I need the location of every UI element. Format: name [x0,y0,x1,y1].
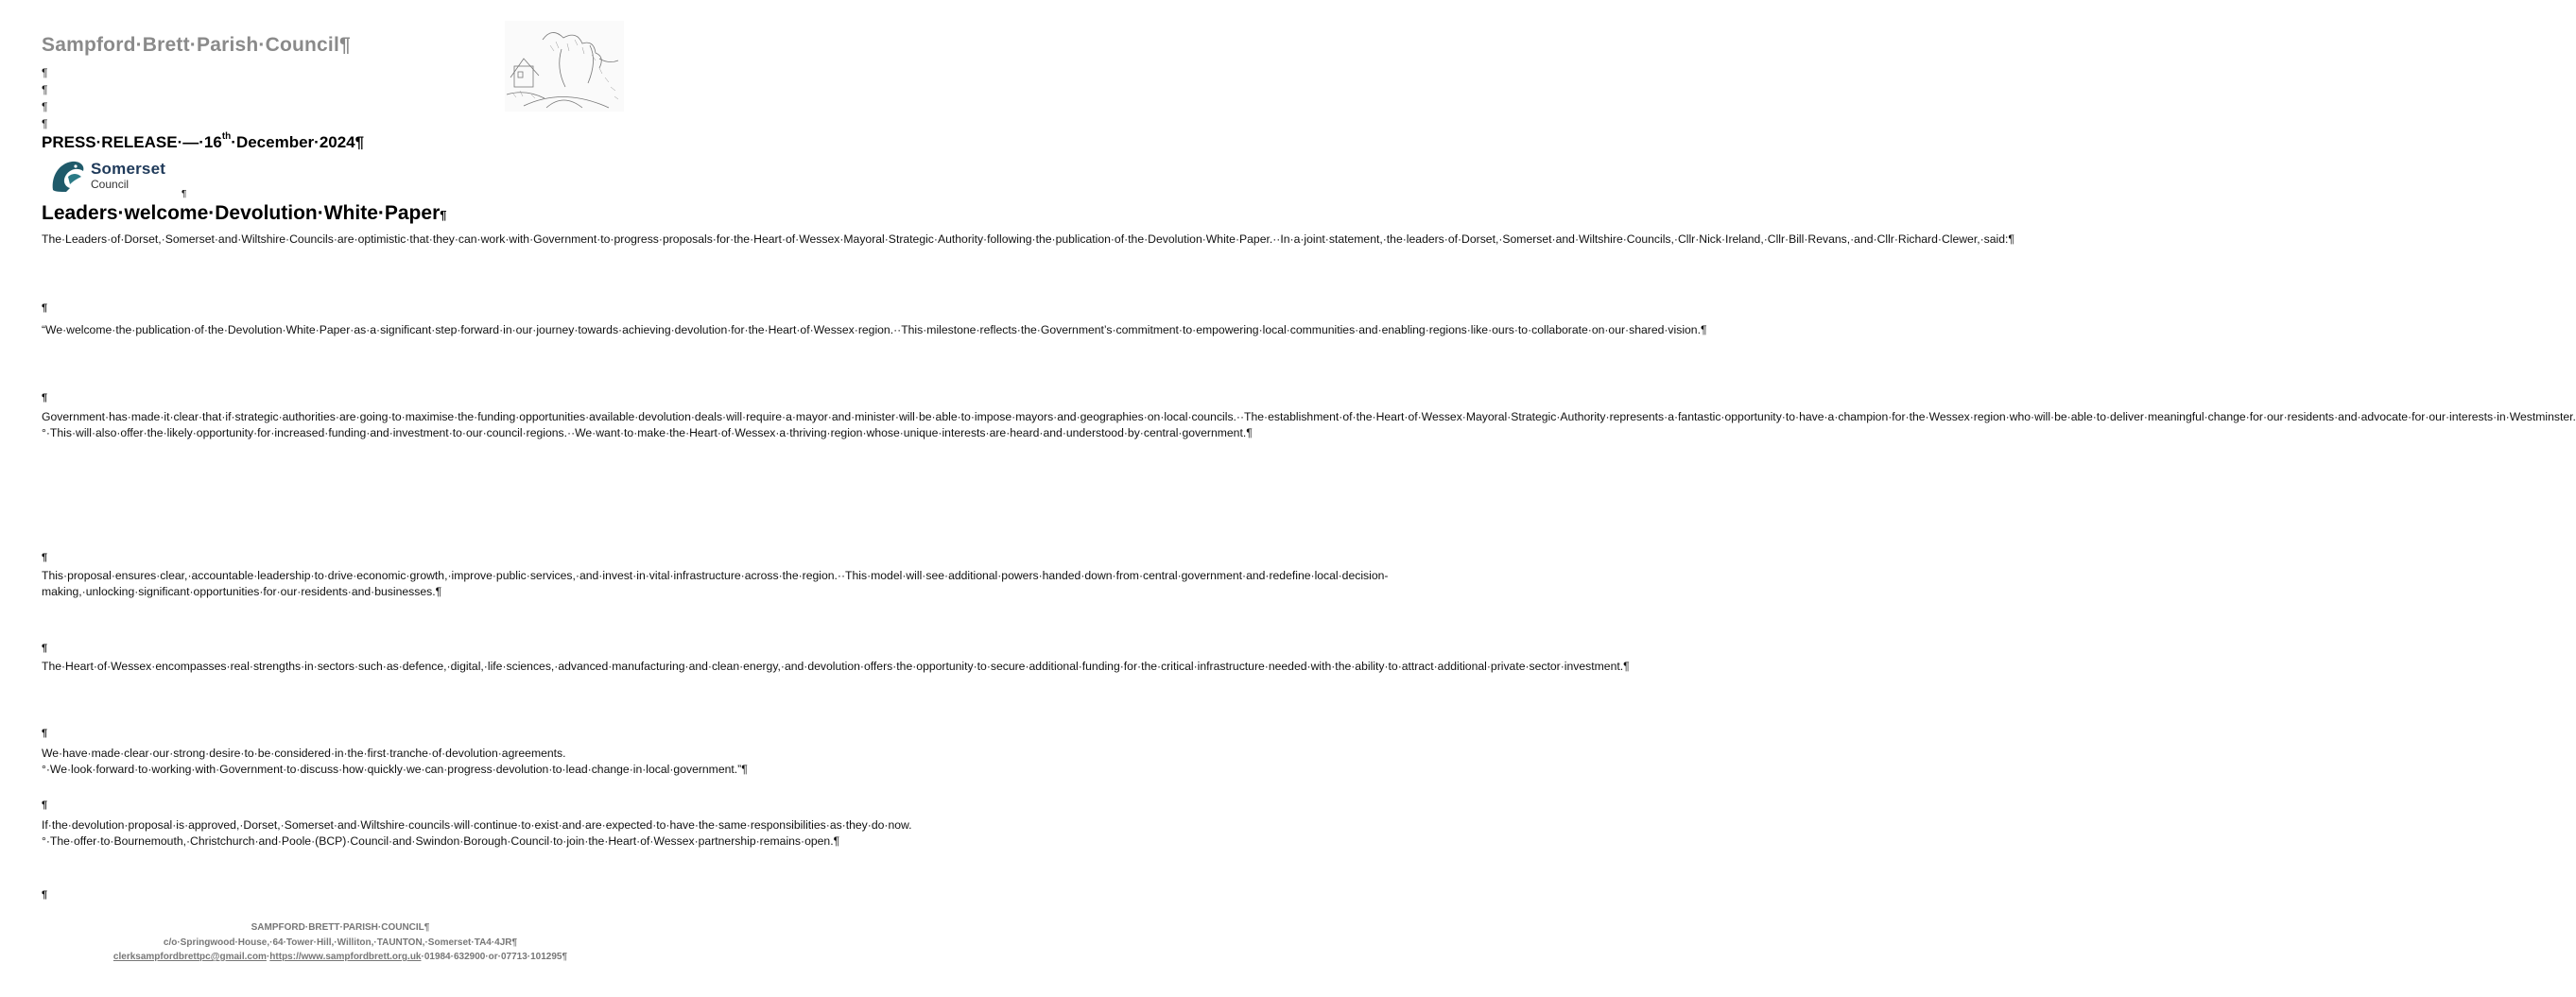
pilcrow-gap-3: ¶ [42,552,48,563]
headline-pilcrow: ¶ [440,208,447,222]
village-sketch-icon [505,21,624,112]
logo-wordmark: Somerset [91,160,166,178]
pilcrow-3: ¶ [42,100,48,113]
pilcrow-gap-5: ¶ [42,728,48,739]
pilcrow-gap-2: ¶ [42,392,48,404]
paragraph-proposal: This·proposal·ensures·clear,·accountable·leadership·to·drive·economic·growth,·improve·public·services,·and·invest·in·vital·infrastructure·across·the·region.··This·model·will·see·additional·powers·handed·down·from·central·government·and·redefine·local·decision-making,·unlocking·significant·opportunities·for·our·residents·and·businesses.¶ [42,569,1389,598]
footer-separator: · [266,952,270,962]
pilcrow-gap-1: ¶ [42,302,48,314]
pilcrow-gap-4: ¶ [42,643,48,654]
press-release-prefix: PRESS·RELEASE·—·16 [42,133,222,151]
headline [42,202,446,225]
press-release-sup: th [221,131,232,142]
council-title: Sampford·Brett·Parish·Council¶ [42,34,351,56]
paragraph-quote-1: “We·welcome·the·publication·of·the·Devolution·White·Paper·as·a·significant·step·forward·in·our·journey·towards·achieving·devolution·for·the·Heart·of·Wessex·region.··This·milestone·reflects·the·Government’s·commitment·to·empowering·local·communities·and·enabling·regions·like·ours·to·collaborate·on·our·shared·vision.¶ [42,323,1707,336]
pilcrow-4: ¶ [42,117,48,130]
footer-address: c/o·Springwood·House,·64·Tower·Hill,·Williton,·TAUNTON,·Somerset·TA4·4JR¶ [163,937,518,948]
paragraph-intro: The·Leaders·of·Dorset,·Somerset·and·Wiltshire·Councils·are·optimistic·that·they·can·work·with·Government·to·progress·proposals·for·the·Heart·of·Wessex·Mayoral·Strategic·Authority·following·the·publication·of·the·Devolution·White·Paper.··In·a·joint·statement,·the·leaders·of·Dorset,·Somerset·and·Wiltshire·Councils,·Cllr·Nick·Ireland,·Cllr·Bill·Revans,·and·Cllr·Richard·Clewer,·said:¶ [42,232,2014,246]
footer-contacts [0,952,681,962]
pilcrow-gap-7: ¶ [42,889,48,901]
headline-text: Leaders·welcome·Devolution·White·Paper [42,202,441,224]
footer-email-link[interactable]: clerksampfordbrettpc@gmail.com [112,952,267,962]
paragraph-strengths: The·Heart·of·Wessex·encompasses·real·strengths·in·sectors·such·as·defence,·digital,·life·sciences,·advanced·manufacturing·and·clean·energy,·and·devolution·offers·the·opportunity·to·secure·additional·funding·for·the·critical·infrastructure·needed·with·the·ability·to·attract·additional·private·sector·investment.¶ [42,660,1630,673]
footer-website-link[interactable]: https://www.sampfordbrett.org.uk [269,952,422,962]
logo-pilcrow: ¶ [182,189,187,199]
wyvern-icon [49,158,87,194]
footer-phones: ·01984·632900·or·07713·101295¶ [421,952,568,962]
paragraph-tranche: We·have·made·clear·our·strong·desire·to·be·considered·in·the·first·tranche·of·devolution·agreements.°·We·look·forward·to·working·with·Government·to·discuss·how·quickly·we·can·progress·devolution·to·lead·change·in·local·government.”¶ [42,747,748,776]
press-release-suffix: ·December·2024¶ [231,133,365,151]
press-release-line [42,133,364,152]
paragraph-approval: If·the·devolution·proposal·is·approved,·Dorset,·Somerset·and·Wiltshire·councils·will·continue·to·exist·and·are·expected·to·have·the·same·responsibilities·as·they·do·now.°·The·offer·to·Bournemouth,·Christchurch·and·Poole·(BCP)·Council·and·Swindon·Borough·Council·to·join·the·Heart·of·Wessex·partnership·remains·open.¶ [42,818,912,848]
pilcrow-gap-6: ¶ [42,799,48,811]
pilcrow-2: ¶ [42,83,48,96]
paragraph-government: Government·has·made·it·clear·that·if·strategic·authorities·are·going·to·maximise·the·funding·opportunities·available·devolution·deals·will·require·a·mayor·and·minister·will·be·able·to·impose·mayors·and·geographies·on·local·councils.··The·establishment·of·the·Heart·of·Wessex·Mayoral·Strategic·Authority·represents·a·fantastic·opportunity·to·have·a·champion·for·the·Wessex·region·who·will·be·able·to·deliver·meaningful·change·for·our·residents·and·advocate·for·our·interests·in·Westminster.°·This·will·also·offer·the·likely·opportunity·for·increased·funding·and·investment·to·our·council·regions.··We·want·to·make·the·Heart·of·Wessex·a·thriving·region·whose·unique·interests·are·heard·and·understood·by·central·government.¶ [42,410,2576,439]
logo-subtitle: Council [91,178,130,191]
footer-name: SAMPFORD·BRETT·PARISH·COUNCIL¶ [251,922,430,933]
pilcrow-1: ¶ [42,66,48,79]
somerset-council-logo [47,156,189,196]
